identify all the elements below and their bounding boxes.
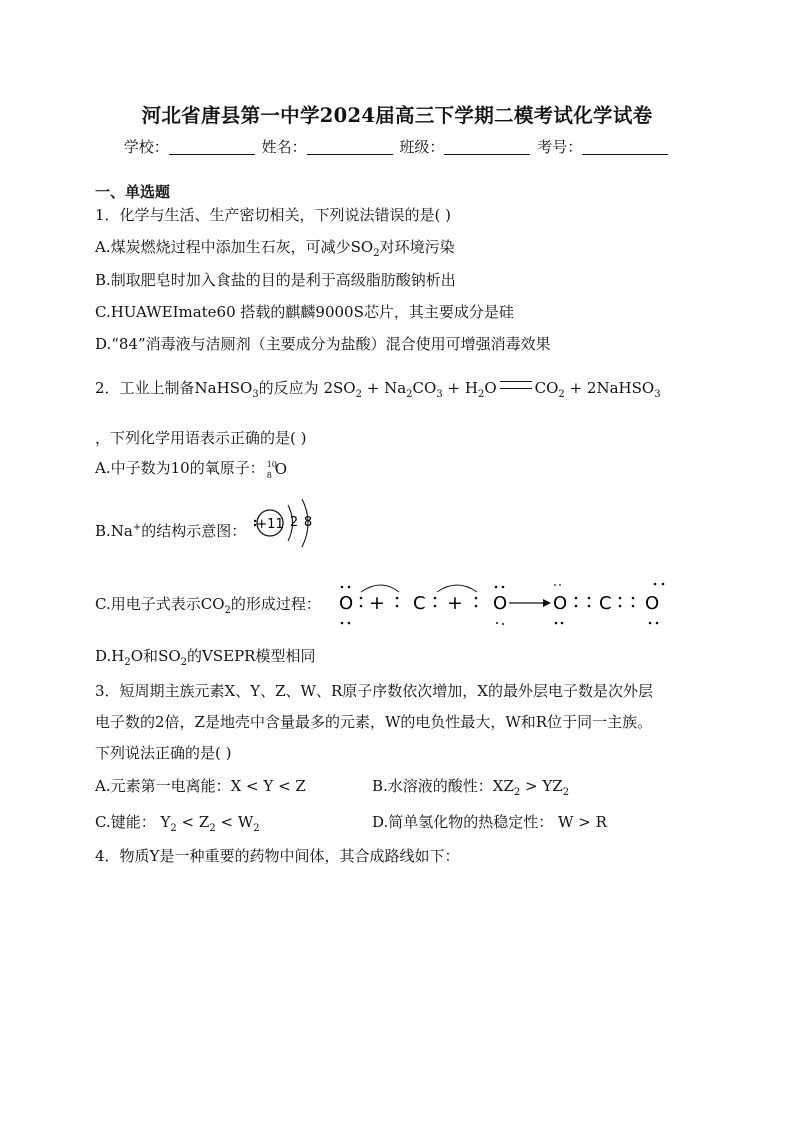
- q2-mid: 的反应为: [258, 379, 319, 397]
- q2-c-pre: C.用电子式表示: [95, 595, 201, 613]
- eq-r2b-sub: 3: [436, 389, 443, 400]
- plus-sign: +: [447, 592, 463, 614]
- q3-b-xs: 2: [513, 787, 521, 798]
- name-label: 姓名：: [261, 138, 307, 156]
- q2-d-post: 的VSEPR模型相同: [187, 647, 316, 665]
- eq-p1: CO: [534, 379, 559, 397]
- section-heading: 一、单选题: [95, 183, 171, 201]
- class-label: 班级：: [399, 138, 445, 156]
- q3-b-x: XZ: [492, 777, 514, 795]
- q3-d-pre: D.简单氢化物的热稳定性：: [372, 813, 554, 831]
- q2-b-charge: +: [132, 522, 142, 533]
- q1-a-so: SO: [350, 238, 374, 256]
- eq-plus: +: [366, 379, 380, 397]
- eq-r2-sub: 2: [406, 389, 413, 400]
- q1-option-b: B.制取肥皂时加入食盐的目的是利于高级脂肪酸钠析出: [95, 271, 456, 289]
- q3-stem-line3: 下列说法正确的是( ): [95, 744, 232, 762]
- eq-r1: 2SO: [323, 379, 356, 397]
- q3-c-lt2: <: [215, 813, 238, 831]
- q2-stem: [95, 378, 661, 398]
- isotope-z: 8: [266, 471, 272, 480]
- q1-option-c: C.HUAWEImate60 搭载的麒麟9000S芯片，其主要成分是硅: [95, 303, 514, 321]
- number-label: 考号：: [537, 138, 583, 156]
- eq-r3: H: [464, 379, 478, 397]
- eq-p2-sub: 3: [654, 389, 661, 400]
- q1-a-text: A.煤炭燃烧过程中添加生石灰，可减少: [95, 238, 351, 256]
- equals-sign: [500, 381, 532, 389]
- q2-d-h: H: [111, 647, 125, 665]
- eq-r3b: O: [484, 379, 497, 397]
- q3-a-expr: X < Y < Z: [230, 777, 306, 795]
- q2-d-sos: 2: [180, 657, 188, 668]
- oxygen-isotope: [265, 458, 288, 480]
- q3-b-y: YZ: [542, 777, 563, 795]
- isotope-mass: 10: [266, 460, 277, 469]
- q2-d-pre: D.: [95, 647, 112, 665]
- eq-r3-sub: 2: [477, 389, 485, 400]
- q3-option-c: [95, 812, 260, 832]
- eq-r2: Na: [384, 379, 407, 397]
- product-c: C: [599, 593, 612, 614]
- q1-a-post: 对环境污染: [379, 238, 455, 256]
- class-blank[interactable]: [444, 140, 530, 155]
- number-blank[interactable]: [582, 140, 668, 155]
- curved-arrow: [437, 585, 477, 592]
- q2-b-ion: Na: [110, 522, 133, 540]
- q2-option-c: [95, 594, 321, 614]
- eq-plus: +: [447, 379, 461, 397]
- q3-c-lt1: <: [176, 813, 199, 831]
- q1-stem: 1．化学与生活、生产密切相关，下列说法错误的是( ): [95, 206, 452, 224]
- q3-d-expr: W > R: [558, 813, 607, 831]
- q2-c-post: 的形成过程：: [230, 595, 321, 613]
- q3-c-zs: 2: [209, 823, 216, 834]
- shell-1-electrons: 2: [289, 515, 299, 530]
- q1-option-a: [95, 237, 455, 257]
- q2-option-d: [95, 646, 315, 666]
- eq-p1-sub: 2: [558, 389, 565, 400]
- shell-2-electrons: 8: [303, 515, 313, 530]
- atom-o-right: O: [493, 593, 508, 614]
- curved-arrow: [361, 585, 399, 592]
- q3-b-ys: 2: [562, 787, 570, 798]
- na-ion-structure-diagram: [250, 495, 325, 551]
- q2-a-text: A.中子数为10的氧原子：: [95, 459, 265, 477]
- q3-option-a: [95, 776, 306, 796]
- q3-c-z: Z: [198, 813, 210, 831]
- nucleus-charge: +11: [256, 517, 284, 532]
- product-o-left: O: [553, 593, 568, 614]
- q3-option-b: [372, 776, 569, 796]
- isotope-element: O: [274, 460, 288, 478]
- q1-a-sub: 2: [373, 248, 380, 259]
- q3-stem-line1: 3．短周期主族元素X、Y、Z、W、R原子序数依次增加，X的最外层电子数是次外层: [95, 682, 653, 700]
- q3-c-ws: 2: [253, 823, 260, 834]
- eq-r2b: CO: [412, 379, 437, 397]
- eq-p2: 2NaHSO: [586, 379, 655, 397]
- q2-pre: 2．工业上制备: [95, 379, 195, 397]
- q2-c-co: CO: [200, 595, 225, 613]
- product-o-right: O: [645, 593, 660, 614]
- q2-option-b: [95, 518, 246, 541]
- plus-sign: +: [369, 592, 385, 614]
- student-info-line: [0, 136, 794, 157]
- atom-c: C: [413, 593, 426, 614]
- q3-c-w: W: [237, 813, 254, 831]
- q2-stem-cont: ，下列化学用语表示正确的是( ): [95, 429, 307, 447]
- q3-c-ys: 2: [170, 823, 177, 834]
- q2-d-ho: O: [130, 647, 144, 665]
- school-label: 学校：: [123, 138, 169, 156]
- eq-r1-sub: 2: [355, 389, 362, 400]
- q2-b-pre: B.: [95, 522, 111, 540]
- q4-stem: 4．物质Y是一种重要的药物中间体，其合成路线如下：: [95, 847, 460, 865]
- q2-c-sub: 2: [224, 605, 231, 616]
- q2-equation: [323, 379, 661, 400]
- school-blank[interactable]: [169, 140, 255, 155]
- q2-nahso3: NaHSO: [194, 379, 253, 397]
- eq-plus: +: [569, 379, 583, 397]
- exam-title: 河北省唐县第一中学2024届高三下学期二模考试化学试卷: [141, 104, 653, 127]
- q2-option-a: [95, 458, 287, 478]
- q3-b-pre: B.水溶液的酸性：: [372, 777, 493, 795]
- co2-electron-formation-diagram: [333, 578, 688, 628]
- q3-c-pre: C.键能：: [95, 813, 156, 831]
- q3-option-d: [372, 812, 607, 832]
- q3-c-y: Y: [160, 813, 171, 831]
- q3-b-gt: >: [520, 777, 543, 795]
- q2-b-post: 的结构示意图：: [141, 522, 247, 540]
- q2-d-so: SO: [158, 647, 181, 665]
- q3-stem-line2: 电子数的2倍，Z是地壳中含量最多的元素，W的电负性最大，W和R位于同一主族。: [95, 713, 653, 731]
- atom-o-left: O: [339, 593, 354, 614]
- q2-d-and: 和: [143, 647, 159, 665]
- q2-d-hs: 2: [124, 657, 131, 668]
- q1-option-d: D.“84”消毒液与洁厕剂（主要成分为盐酸）混合使用可增强消毒效果: [95, 335, 551, 353]
- q3-a-pre: A.元素第一电离能：: [95, 777, 231, 795]
- q2-sub: 3: [252, 389, 259, 400]
- name-blank[interactable]: [307, 140, 393, 155]
